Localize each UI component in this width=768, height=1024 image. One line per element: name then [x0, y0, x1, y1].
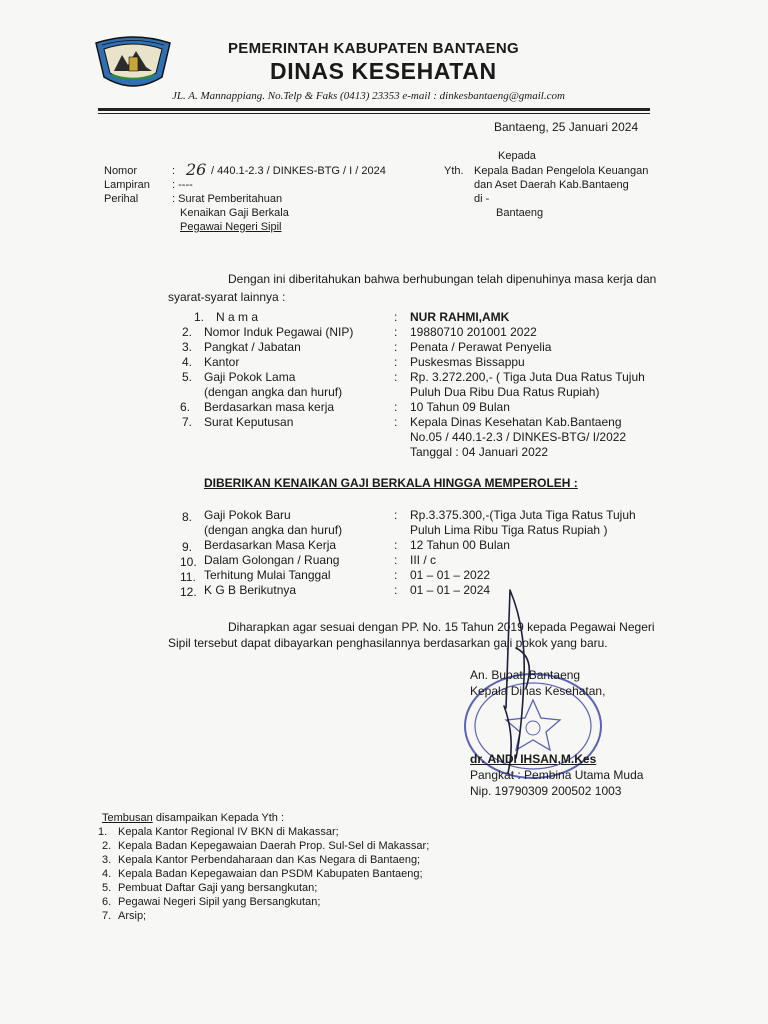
- tembusan-heading-underlined: Tembusan: [102, 812, 153, 824]
- tembusan-heading-rest: disampaikan Kepada Yth :: [152, 812, 285, 824]
- closing-line-2: Sipil tersebut dapat dibayarkan penghasilannya berdasarkan gaji pokok yang baru.: [168, 636, 608, 650]
- item-label: Dalam Golongan / Ruang: [204, 553, 340, 567]
- list-item-num: 6.: [102, 896, 112, 908]
- item-colon: :: [394, 355, 398, 369]
- item-value: Puskesmas Bissappu: [410, 355, 525, 369]
- item-colon: :: [394, 340, 398, 354]
- item-value-line-3: Tanggal : 04 Januari 2022: [410, 445, 549, 459]
- item-num: 8.: [182, 510, 193, 524]
- section-title: DIBERIKAN KENAIKAN GAJI BERKALA HINGGA MEMPEROLEH :: [204, 476, 578, 490]
- list-item: Kepala Badan Kepegawaian Daerah Prop. Sul-Sel di Makassar;: [118, 840, 430, 852]
- item-label-sub: (dengan angka dan huruf): [204, 385, 343, 399]
- item-colon: :: [394, 538, 398, 552]
- nomor-label: Nomor: [104, 165, 138, 177]
- recipient-yth: Yth.: [444, 165, 464, 177]
- item-value: 01 – 01 – 2022: [410, 568, 491, 582]
- agency-name: DINAS KESEHATAN: [270, 58, 497, 84]
- list-item-num: 2.: [102, 840, 112, 852]
- item-label: Berdasarkan masa kerja: [204, 400, 335, 414]
- item-num: 6.: [180, 400, 191, 414]
- closing-line-1: Diharapkan agar sesuai dengan PP. No. 15 Tahun 2019 kepada Pegawai Negeri: [228, 620, 655, 634]
- kabupaten-bantaeng-logo: [92, 33, 174, 93]
- item-label: Pangkat / Jabatan: [204, 340, 301, 354]
- item-value-line-2: Puluh Dua Ribu Dua Ratus Rupiah): [410, 385, 600, 399]
- item-value: 01 – 01 – 2024: [410, 583, 491, 597]
- lampiran-label: Lampiran: [104, 179, 150, 191]
- letterhead-rule: [98, 108, 650, 111]
- item-label: Kantor: [204, 355, 240, 369]
- item-num: 11.: [180, 570, 196, 584]
- tembusan-heading: [102, 812, 284, 824]
- list-item-num: 5.: [102, 882, 112, 894]
- item-label: Surat Keputusan: [204, 415, 294, 429]
- perihal-line-1: : Surat Pemberitahuan: [172, 193, 283, 205]
- item-value: Kepala Dinas Kesehatan Kab.Bantaeng: [410, 415, 622, 429]
- item-value-line-2: No.05 / 440.1-2.3 / DINKES-BTG/ I/2022: [410, 430, 627, 444]
- item-colon: :: [394, 400, 398, 414]
- item-colon: :: [394, 415, 398, 429]
- list-item: Pembuat Daftar Gaji yang bersangkutan;: [118, 882, 318, 894]
- item-value: Penata / Perawat Penyelia: [410, 340, 552, 354]
- item-colon: :: [394, 325, 398, 339]
- letter-date: Bantaeng, 25 Januari 2024: [494, 120, 639, 134]
- nomor-handwritten: 26: [186, 160, 207, 179]
- item-value: 12 Tahun 00 Bulan: [410, 538, 510, 552]
- letterhead-rule-thin: [98, 113, 650, 114]
- item-value: III / c: [410, 553, 437, 567]
- item-label: Berdasarkan Masa Kerja: [204, 538, 337, 552]
- nomor-colon: :: [172, 165, 176, 177]
- perihal-label: Perihal: [104, 193, 139, 205]
- item-label-sub: (dengan angka dan huruf): [204, 523, 343, 537]
- recipient-line-2: dan Aset Daerah Kab.Bantaeng: [474, 179, 629, 191]
- item-colon: :: [394, 583, 398, 597]
- list-item: Arsip;: [118, 910, 147, 922]
- item-num: 10.: [180, 555, 197, 569]
- nomor-value: / 440.1-2.3 / DINKES-BTG / I / 2024: [211, 165, 386, 177]
- item-colon: :: [394, 370, 398, 384]
- item-num: 9.: [182, 540, 193, 554]
- list-item: Kepala Kantor Regional IV BKN di Makassar;: [118, 826, 339, 838]
- item-value: Rp.3.375.300,-(Tiga Juta Tiga Ratus Tujuh: [410, 508, 636, 522]
- item-num: 12.: [180, 585, 197, 599]
- list-item: Kepala Kantor Perbendaharaan dan Kas Negara di Bantaeng;: [118, 854, 421, 866]
- item-value-line-2: Puluh Lima Ribu Tiga Ratus Rupiah ): [410, 523, 608, 537]
- item-num: 5.: [182, 370, 193, 384]
- item-num: 1.: [194, 310, 205, 324]
- recipient-line-1: Kepala Badan Pengelola Keuangan: [474, 165, 649, 177]
- list-item: Pegawai Negeri Sipil yang Bersangkutan;: [118, 896, 321, 908]
- item-value: 10 Tahun 09 Bulan: [410, 400, 510, 414]
- signature-position: Kepala Dinas Kesehatan,: [470, 684, 606, 698]
- list-item-num: 7.: [102, 910, 112, 922]
- letterhead-address: JL. A. Mannappiang. No.Telp & Faks (0413) 23353 e-mail : dinkesbantaeng@gmail.com: [172, 90, 565, 102]
- recipient-city: Bantaeng: [496, 207, 544, 219]
- item-label: Nomor Induk Pegawai (NIP): [204, 325, 354, 339]
- list-item-num: 3.: [102, 854, 112, 866]
- item-label: Gaji Pokok Baru: [204, 508, 291, 522]
- signature-on-behalf: An. Bupati Bantaeng: [470, 668, 581, 682]
- lampiran-value: : ----: [172, 179, 193, 191]
- signatory-rank: Pangkat : Pembina Utama Muda: [470, 768, 644, 782]
- item-num: 4.: [182, 355, 193, 369]
- signatory-name: dr. ANDI IHSAN,M.Kes: [470, 752, 597, 766]
- item-label: K G B Berikutnya: [204, 583, 297, 597]
- item-colon: :: [394, 310, 398, 324]
- item-label: Gaji Pokok Lama: [204, 370, 296, 384]
- handwritten-signature: [496, 588, 576, 778]
- item-label: N a m a: [216, 310, 259, 324]
- list-item: Kepala Badan Kepegawaian dan PSDM Kabupaten Bantaeng;: [118, 868, 423, 880]
- recipient-di: di -: [474, 193, 490, 205]
- item-colon: :: [394, 553, 398, 567]
- item-label: Terhitung Mulai Tanggal: [204, 568, 331, 582]
- item-num: 2.: [182, 325, 193, 339]
- item-value: 19880710 201001 2022: [410, 325, 537, 339]
- perihal-line-2: Kenaikan Gaji Berkala: [180, 207, 289, 219]
- item-num: 7.: [182, 415, 193, 429]
- list-item-num: 4.: [102, 868, 112, 880]
- item-colon: :: [394, 508, 398, 522]
- government-name: PEMERINTAH KABUPATEN BANTAENG: [228, 40, 519, 57]
- item-colon: :: [394, 568, 398, 582]
- item-value: NUR RAHMI,AMK: [410, 310, 510, 324]
- item-value: Rp. 3.272.200,- ( Tiga Juta Dua Ratus Tujuh: [410, 370, 645, 384]
- item-num: 3.: [182, 340, 193, 354]
- recipient-kepada: Kepada: [498, 150, 536, 162]
- intro-line-1: Dengan ini diberitahukan bahwa berhubungan telah dipenuhinya masa kerja dan: [228, 272, 657, 286]
- signatory-nip: Nip. 19790309 200502 1003: [470, 784, 622, 798]
- list-item-num: 1.: [98, 826, 108, 838]
- intro-line-2: syarat-syarat lainnya :: [168, 290, 286, 304]
- perihal-line-3: Pegawai Negeri Sipil: [180, 221, 282, 233]
